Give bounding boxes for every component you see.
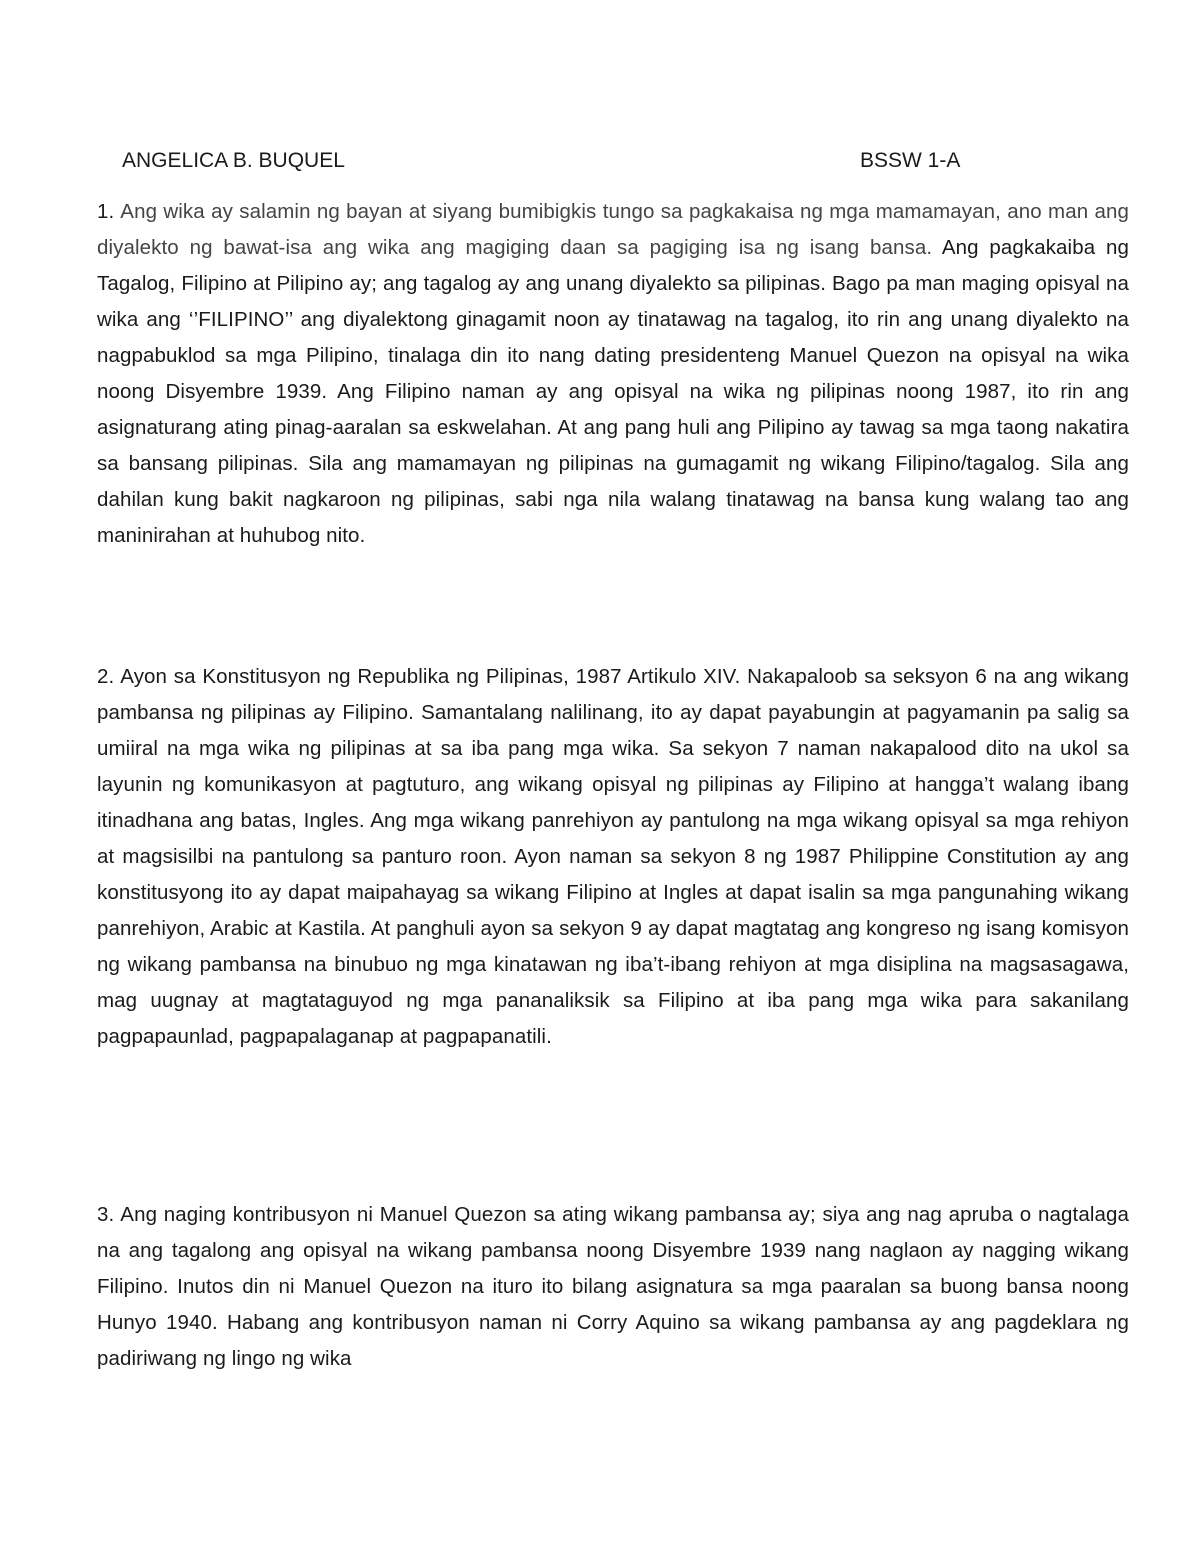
answer-text: Ang naging kontribusyon ni Manuel Quezon sa ating wikang pambansa ay; siya ang nag apruba o nagtalaga na ang tagalong ang opisyal na wikang pambansa noong Disyembre 1939 nang naglaon ay nagging wikang Filipino. Inutos din ni Manuel Quezon na ituro ito bilang asignatura sa mga paaralan sa buong bansa noong Hunyo 1940. Habang ang kontribusyon naman ni Corry Aquino sa wikang pambansa ay ang pagdeklara ng padiriwang ng lingo ng wika (97, 1203, 1129, 1370)
answer-paragraph-3 (97, 1197, 1129, 1377)
student-name: ANGELICA B. BUQUEL (122, 149, 345, 172)
answer-text: Ayon sa Konstitusyon ng Republika ng Pilipinas, 1987 Artikulo XIV. Nakapaloob sa seksyon 6 na ang wikang pambansa ng pilipinas ay Filipino. Samantalang nalilinang, ito ay dapat payabungin at pagyamanin pa salig sa umiiral na mga wika ng pilipinas at sa iba pang mga wika. Sa sekyon 7 naman nakapalood dito na ukol sa layunin ng komunikasyon at pagtuturo, ang wikang opisyal ng pilipinas ay Filipino at hangga’t walang ibang itinadhana ang batas, Ingles. Ang mga wikang panrehiyon ay pantulong na mga wikang opisyal sa mga rehiyon at magsisilbi na pantulong sa panturo roon. Ayon naman sa sekyon 8 ng 1987 Philippine Constitution ay ang konstitusyong ito ay dapat maipahayag sa wikang Filipino at Ingles at dapat isalin sa mga pangunahing wikang panrehiyon, Arabic at Kastila. At panghuli ayon sa sekyon 9 ay dapat magtatag ang kongreso ng isang komisyon ng wikang pambansa na binubuo ng mga kinatawan ng iba’t-ibang rehiyon at mga disiplina na magsasagawa, mag uugnay at magtataguyod ng mga pananaliksik sa Filipino at iba pang mga wika para sakanilang pagpapaunlad, pagpapalaganap at pagpapanatili. (97, 665, 1129, 1048)
document-header (122, 144, 1002, 178)
answer-paragraph-2 (97, 659, 1129, 1055)
answer-number: 2. (97, 665, 115, 688)
answer-paragraph-1 (97, 194, 1129, 554)
answer-text: Ang pagkakaiba ng Tagalog, Filipino at Pilipino ay; ang tagalog ay ang unang diyalekto sa pilipinas. Bago pa man maging opisyal na wika ang ‘’FILIPINO’’ ang diyalektong ginagamit noon ay tinatawag na tagalog, ito rin ang unang diyalekto na nagpabuklod sa mga Pilipino, tinalaga din ito nang dating presidenteng Manuel Quezon na opisyal na wika noong Disyembre 1939. Ang Filipino naman ay ang opisyal na wika ng pilipinas noong 1987, ito rin ang asignaturang ating pinag-aaralan sa eskwelahan. At ang pang huli ang Pilipino ay tawag sa mga taong nakatira sa bansang pilipinas. Sila ang mamamayan ng pilipinas na gumagamit ng wikang Filipino/tagalog. Sila ang dahilan kung bakit nagkaroon ng pilipinas, sabi nga nila walang tinatawag na bansa kung walang tao ang maninirahan at huhubog nito. (97, 236, 1129, 547)
answer-number: 1. (97, 200, 115, 223)
answer-number: 3. (97, 1203, 115, 1226)
class-section: BSSW 1-A (860, 149, 961, 172)
answer-lead-text: Ang wika ay salamin ng bayan at siyang bumibigkis tungo sa pagkakaisa ng mga mamamayan, ano man ang diyalekto ng bawat-isa ang wika ang magiging daan sa pagiging isa ng isang bansa. (97, 200, 1129, 259)
